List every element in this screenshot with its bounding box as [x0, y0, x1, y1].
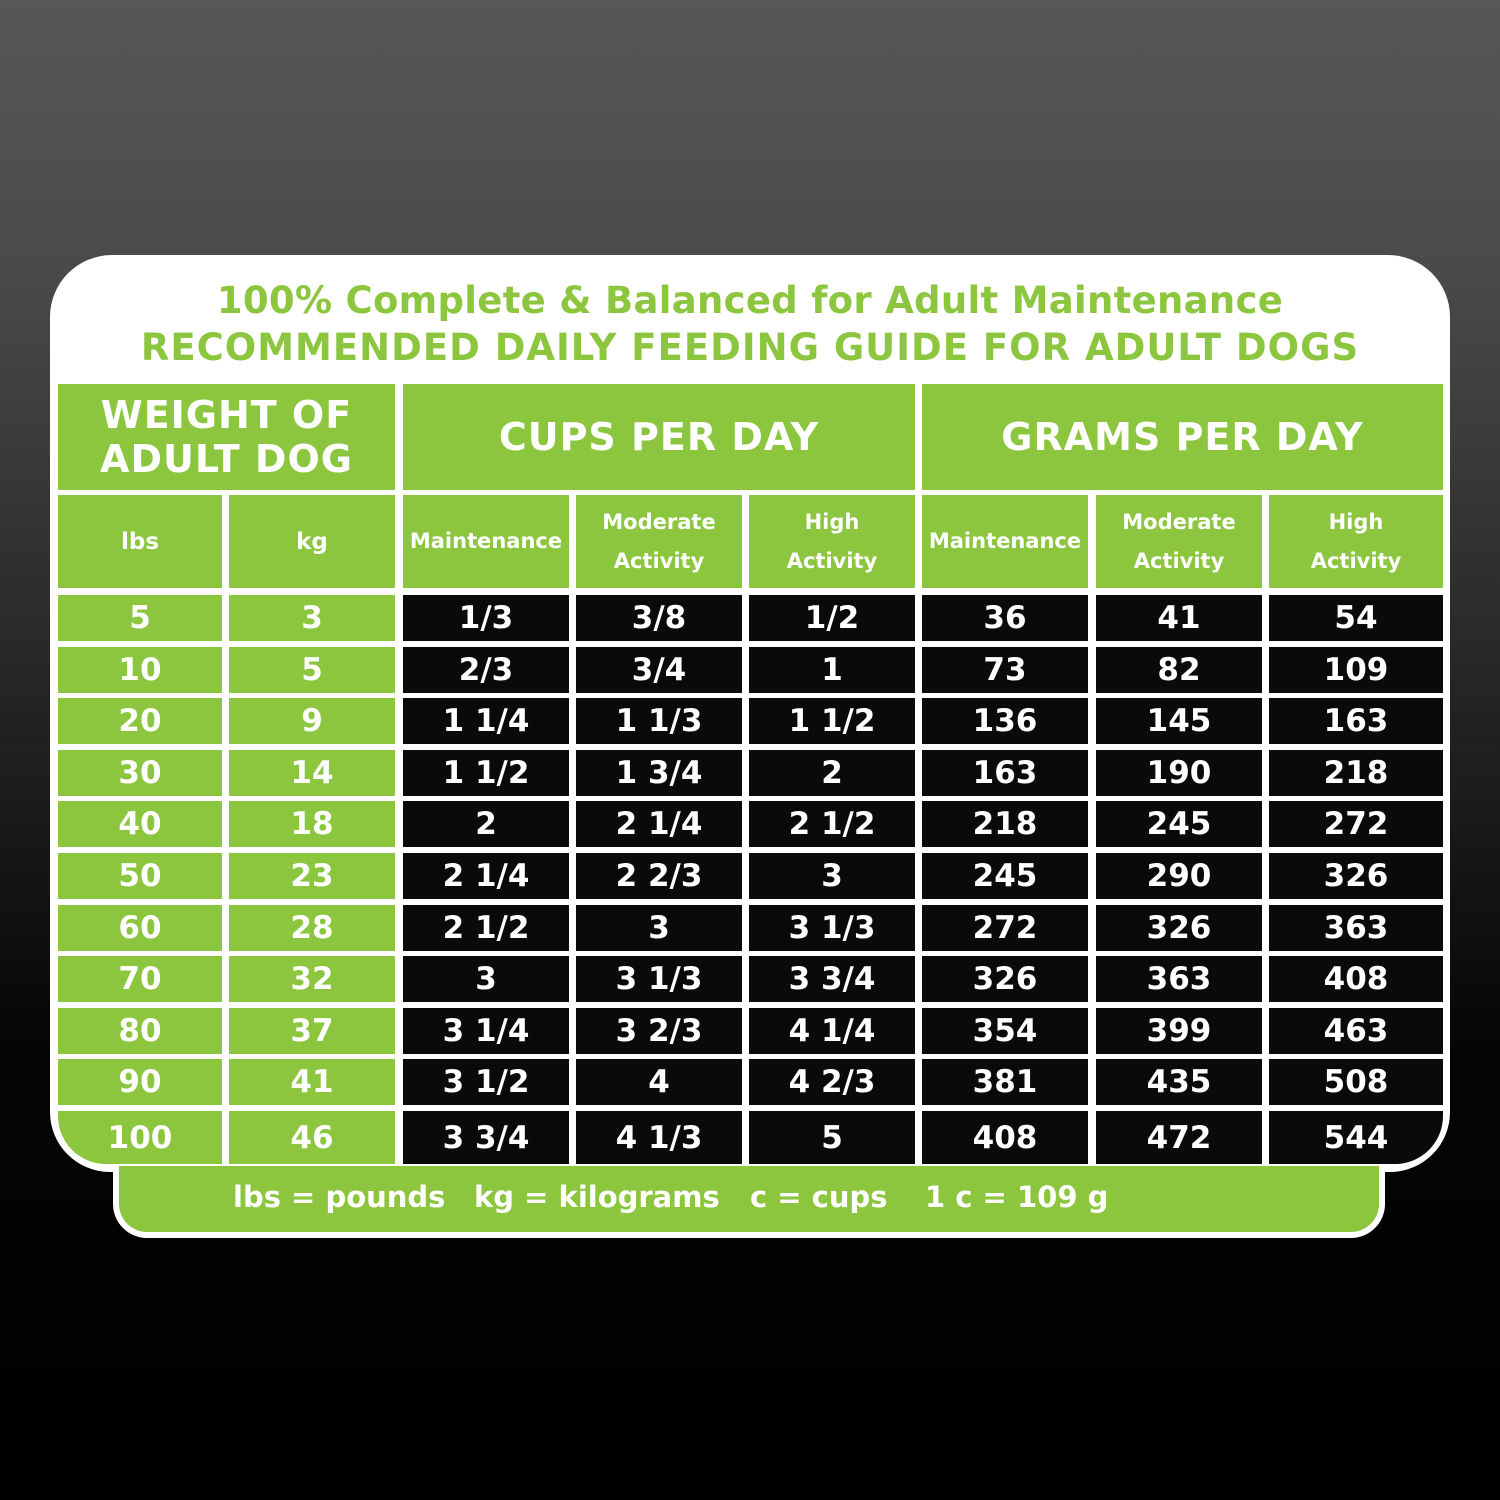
table-row-0-grams-2: 54 [1269, 595, 1443, 641]
table-row-2-lbs: 20 [58, 698, 222, 744]
table-row-5-grams-2: 326 [1269, 853, 1443, 899]
table-row-0-grams-1: 41 [1096, 595, 1262, 641]
table-row-2-cups-2: 1 1/2 [749, 698, 915, 744]
table-row-7-grams-1: 363 [1096, 956, 1262, 1002]
table-row-10-grams-1: 472 [1096, 1111, 1262, 1164]
table-row-9-kg: 41 [229, 1059, 395, 1105]
table-row-5-grams-0: 245 [922, 853, 1088, 899]
header-weight-of-adult-dog-line-1: WEIGHT OF [100, 393, 353, 437]
table-row-8-kg: 37 [229, 1008, 395, 1054]
col-header-cups-high-line-1: High [804, 509, 860, 534]
table-row-7-kg: 32 [229, 956, 395, 1002]
table-row-0-cups-1: 3/8 [576, 595, 742, 641]
table-row-6-lbs: 60 [58, 905, 222, 951]
header-weight-of-adult-dog [58, 384, 395, 490]
table-row-7-lbs: 70 [58, 956, 222, 1002]
table-row-4-grams-1: 245 [1096, 801, 1262, 847]
table-row-9-cups-0: 3 1/2 [403, 1059, 569, 1105]
title-line-1: 100% Complete & Balanced for Adult Maintenance [216, 279, 1284, 322]
table-row-8-cups-1: 3 2/3 [576, 1008, 742, 1054]
table-row-5-kg: 23 [229, 853, 395, 899]
header-cups-per-day: CUPS PER DAY [403, 384, 915, 490]
table-row-3-cups-1: 1 3/4 [576, 750, 742, 796]
table-row-0-cups-2: 1/2 [749, 595, 915, 641]
table-row-3-grams-0: 163 [922, 750, 1088, 796]
table-row-1-grams-2: 109 [1269, 647, 1443, 693]
table-row-5-cups-2: 3 [749, 853, 915, 899]
table-row-8-lbs: 80 [58, 1008, 222, 1054]
table-row-9-lbs: 90 [58, 1059, 222, 1105]
legend-conversion: 1 c = 109 g [925, 1180, 1109, 1214]
col-header-grams-maintenance: Maintenance [922, 495, 1088, 588]
table-row-8-cups-0: 3 1/4 [403, 1008, 569, 1054]
table-row-6-kg: 28 [229, 905, 395, 951]
table-row-10-grams-2: 544 [1269, 1111, 1443, 1164]
table-row-5-cups-1: 2 2/3 [576, 853, 742, 899]
table-row-0-lbs: 5 [58, 595, 222, 641]
table-row-0-grams-0: 36 [922, 595, 1088, 641]
table-row-10-cups-0: 3 3/4 [403, 1111, 569, 1164]
col-header-grams-high [1269, 495, 1443, 588]
table-row-1-grams-1: 82 [1096, 647, 1262, 693]
table-row-4-grams-0: 218 [922, 801, 1088, 847]
col-header-grams-moderate [1096, 495, 1262, 588]
header-weight-of-adult-dog-line-2: ADULT DOG [100, 437, 353, 481]
col-header-cups-high-line-2: Activity [786, 548, 878, 573]
table-row-3-kg: 14 [229, 750, 395, 796]
col-header-cups-moderate [576, 495, 742, 588]
table-row-10-cups-2: 5 [749, 1111, 915, 1164]
table-row-2-cups-1: 1 1/3 [576, 698, 742, 744]
table-row-6-cups-1: 3 [576, 905, 742, 951]
col-header-cups-moderate-line-2: Activity [613, 548, 705, 573]
table-row-6-grams-0: 272 [922, 905, 1088, 951]
col-header-grams-high-line-1: High [1328, 509, 1384, 534]
col-header-cups-moderate-line-1: Moderate [602, 509, 716, 534]
table-row-5-grams-1: 290 [1096, 853, 1262, 899]
header-grams-per-day: GRAMS PER DAY [922, 384, 1443, 490]
legend-cups: c = cups [750, 1180, 888, 1214]
col-header-cups-high [749, 495, 915, 588]
table-row-5-cups-0: 2 1/4 [403, 853, 569, 899]
table-row-0-kg: 3 [229, 595, 395, 641]
table-row-4-grams-2: 272 [1269, 801, 1443, 847]
table-row-7-grams-2: 408 [1269, 956, 1443, 1002]
table-row-2-kg: 9 [229, 698, 395, 744]
table-row-7-cups-0: 3 [403, 956, 569, 1002]
table-row-9-cups-1: 4 [576, 1059, 742, 1105]
col-header-grams-moderate-line-1: Moderate [1122, 509, 1236, 534]
table-row-6-cups-0: 2 1/2 [403, 905, 569, 951]
table-row-10-grams-0: 408 [922, 1111, 1088, 1164]
table-row-1-lbs: 10 [58, 647, 222, 693]
table-row-4-cups-2: 2 1/2 [749, 801, 915, 847]
table-row-10-cups-1: 4 1/3 [576, 1111, 742, 1164]
table-row-0-cups-0: 1/3 [403, 595, 569, 641]
table-row-6-grams-2: 363 [1269, 905, 1443, 951]
table-row-1-cups-2: 1 [749, 647, 915, 693]
table-row-6-grams-1: 326 [1096, 905, 1262, 951]
col-header-grams-high-line-2: Activity [1310, 548, 1402, 573]
table-row-4-kg: 18 [229, 801, 395, 847]
table-row-8-grams-0: 354 [922, 1008, 1088, 1054]
col-header-grams-moderate-line-2: Activity [1133, 548, 1225, 573]
table-row-3-lbs: 30 [58, 750, 222, 796]
table-row-2-cups-0: 1 1/4 [403, 698, 569, 744]
table-row-1-kg: 5 [229, 647, 395, 693]
legend-lbs: lbs = pounds [233, 1180, 446, 1214]
table-row-7-cups-2: 3 3/4 [749, 956, 915, 1002]
table-row-10-kg: 46 [229, 1111, 395, 1164]
table-row-9-grams-2: 508 [1269, 1059, 1443, 1105]
legend-kg: kg = kilograms [474, 1180, 720, 1214]
table-row-3-cups-2: 2 [749, 750, 915, 796]
table-row-10-lbs: 100 [58, 1111, 222, 1164]
legend-footer [113, 1166, 1385, 1238]
col-header-cups-maintenance: Maintenance [403, 495, 569, 588]
table-row-4-cups-1: 2 1/4 [576, 801, 742, 847]
table-row-1-grams-0: 73 [922, 647, 1088, 693]
table-row-2-grams-0: 136 [922, 698, 1088, 744]
table-row-6-cups-2: 3 1/3 [749, 905, 915, 951]
table-row-9-cups-2: 4 2/3 [749, 1059, 915, 1105]
table-row-8-cups-2: 4 1/4 [749, 1008, 915, 1054]
col-header-lbs: lbs [58, 495, 222, 588]
table-row-4-cups-0: 2 [403, 801, 569, 847]
table-row-8-grams-2: 463 [1269, 1008, 1443, 1054]
table-row-7-grams-0: 326 [922, 956, 1088, 1002]
table-row-9-grams-1: 435 [1096, 1059, 1262, 1105]
col-header-kg: kg [229, 495, 395, 588]
table-row-2-grams-1: 145 [1096, 698, 1262, 744]
table-row-3-cups-0: 1 1/2 [403, 750, 569, 796]
table-row-3-grams-1: 190 [1096, 750, 1262, 796]
title-line-2: RECOMMENDED DAILY FEEDING GUIDE FOR ADULT DOGS [140, 326, 1360, 369]
table-row-8-grams-1: 399 [1096, 1008, 1262, 1054]
table-row-9-grams-0: 381 [922, 1059, 1088, 1105]
table-row-2-grams-2: 163 [1269, 698, 1443, 744]
table-row-1-cups-1: 3/4 [576, 647, 742, 693]
table-row-3-grams-2: 218 [1269, 750, 1443, 796]
table-row-4-lbs: 40 [58, 801, 222, 847]
table-row-5-lbs: 50 [58, 853, 222, 899]
table-row-1-cups-0: 2/3 [403, 647, 569, 693]
table-row-7-cups-1: 3 1/3 [576, 956, 742, 1002]
